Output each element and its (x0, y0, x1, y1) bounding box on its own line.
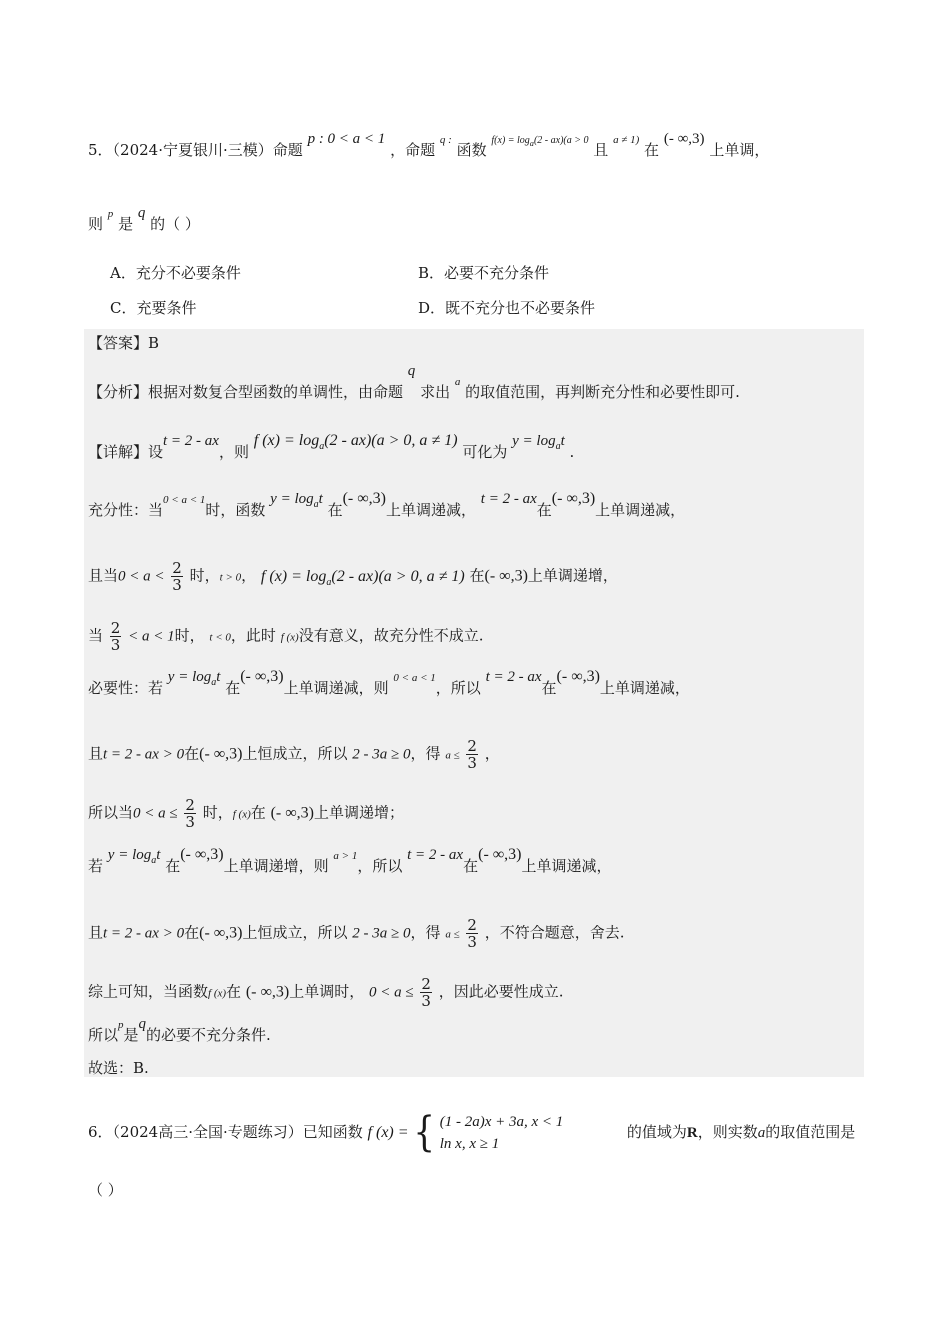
option-d[interactable]: D．既不充分也不必要条件 (418, 299, 596, 317)
q5-text: 则 (88, 215, 104, 233)
q5-text: 是 (118, 215, 134, 233)
option-a[interactable]: A．充分不必要条件 (110, 264, 241, 282)
sufficiency-line1: 充分性：当$^{0 < a < 1}$时，函数 $y = \log_at$ 在(- ∞,3)上单调递减， t = 2 - ax在(- ∞,3)上单调递减， (88, 490, 686, 519)
piecewise-cases: (1 - 2a)x + 3a, x < 1 ln x, x ≥ 1 (439, 1114, 564, 1152)
q5-text: 在 (644, 141, 660, 159)
choice-line: 故选：B. (88, 1059, 149, 1077)
q5-text: 上单调， (709, 141, 770, 159)
answer-line: 【答案】B (88, 334, 160, 352)
q5-line2 (88, 205, 200, 236)
q5-p: p (107, 208, 114, 220)
necessity-line4: 若 $y = \log_at$ 在(- ∞,3)上单调递增，则 $^{a > 1}$，所以 t = 2 - ax在(- ∞,3)上单调递减， (88, 846, 612, 875)
q5-text: 的（ ） (150, 215, 200, 233)
q5-text: ，命题 (390, 141, 436, 159)
q6-paren: （ ） (88, 1181, 123, 1199)
option-b[interactable]: B．必要不充分条件 (418, 264, 550, 282)
q5-q: q (137, 205, 146, 221)
analysis-line: 【分析】根据对数复合型函数的单调性，由命题 q 求出 $^a$ 的取值范围，再判断充分性和必要性即可. (88, 363, 740, 401)
q5-source: （2024·宁夏银川·三模） (112, 141, 273, 159)
summary-line: 综上可知，当函数f (x)在 (- ∞,3)上单调时， 0 < a ≤ $\frac{2}{3}$ ，因此必要性成立. (88, 975, 564, 1010)
q5-cond-a: a ≠ 1) (613, 134, 640, 146)
q5-q-label: q : (439, 134, 452, 146)
brace-icon: { (413, 1109, 435, 1157)
option-c[interactable]: C．充要条件 (110, 299, 197, 317)
q5-p-proposition: p : 0 < a < 1 (307, 131, 386, 147)
conclusion-line: 所以$^p$是q的必要不充分条件. (88, 1016, 271, 1044)
necessity-line3: 所以当0 < a ≤ $\frac{2}{3}$ 时，f (x)在 (- ∞,3)上单调递增； (88, 796, 404, 831)
detail-line: 【详解】设t = 2 - ax，则 f $(x) = \log_a(2 - ax)(a > 0$, a ≠ 1) 可化为 $y = \log_at$ . (88, 432, 575, 461)
sufficiency-line2: 且当0 < a < $\frac{2}{3}$ 时，t > 0， f $(x) = \log_a(2 - ax)(a > 0$, a ≠ 1) 在(- ∞,3)上单调递增， (88, 559, 618, 594)
q5-interval: (- ∞,3) (663, 131, 705, 147)
q6-line1: 6．（2024高三·全国·专题练习）已知函数 f (x) = { (1 - 2a)x + 3a, x < 1 ln x, x ≥ 1 的值域为R，则实数a的取值范围是 (88, 1109, 856, 1157)
necessity-line1: 必要性：若 $y = \log_at$ 在(- ∞,3)上单调递减，则 $^{0 < a < 1}$，所以 t = 2 - ax在(- ∞,3)上单调递减， (88, 668, 690, 697)
q5-text: 命题 (272, 141, 303, 159)
q5-number: 5． (88, 141, 113, 159)
necessity-line5: 且t = 2 - ax > 0在(- ∞,3)上恒成立，所以 2 - 3a ≥ 0，得 a ≤ $\frac{2}{3}$ ，不符合题意，舍去. (88, 916, 625, 951)
necessity-line2: 且t = 2 - ax > 0在(- ∞,3)上恒成立，所以 2 - 3a ≥ 0，得 a ≤ $\frac{2}{3}$ ， (88, 737, 500, 772)
sufficiency-line3: 当 $\frac{2}{3}$ < a < 1时， t < 0，此时 f (x)没有意义，故充分性不成立. (88, 619, 484, 654)
q5-function: f(x) = loga(2 - ax)(a > 0 (491, 135, 589, 148)
q5-text: 函数 (456, 141, 487, 159)
q5-text: 且 (593, 141, 609, 159)
q5-line1 (88, 131, 770, 166)
